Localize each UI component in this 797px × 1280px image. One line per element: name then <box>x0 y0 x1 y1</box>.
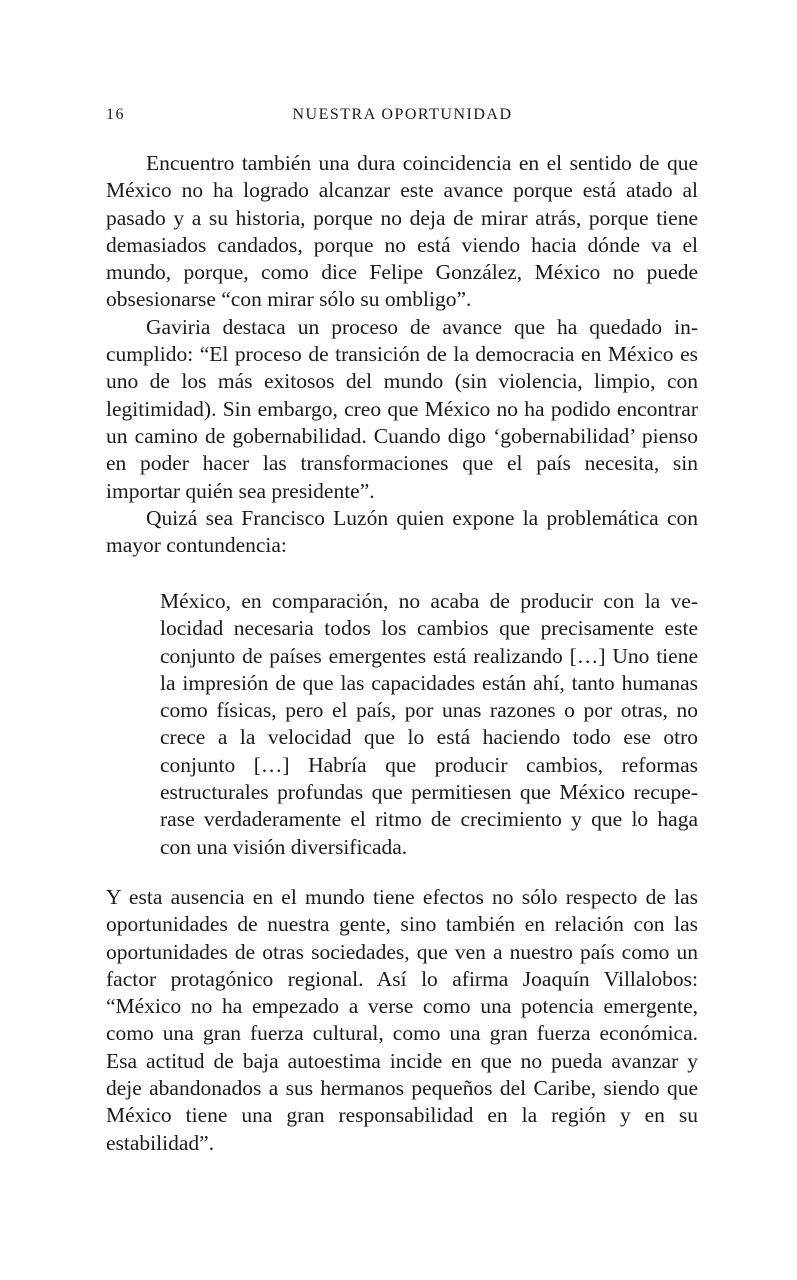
paragraph: Gaviria destaca un proceso de avance que ha quedado incumplido: “El proceso de transición de la democracia en México es uno de los más exitosos del mundo (sin violencia, limpio, con legitimidad). Sin embargo, creo que México no ha podido encontrar un camino de gobernabilidad. Cuando digo ‘gobernabilidad’ pienso en poder hacer las transformaciones que el país necesita, sin importar quién sea presidente”. <box>106 314 698 503</box>
running-title: NUESTRA OPORTUNIDAD <box>292 106 513 123</box>
running-head <box>106 106 699 130</box>
body-text-top <box>106 150 698 559</box>
quote-text: México, en comparación, no acaba de producir con la velocidad necesaria todos los cambios que precisamente este conjunto de países emergentes está realizando […] Uno tiene la impresión de que las capacidades están ahí, tanto humanas como físicas, pero el país, por unas razones o por otras, no crece a la velocidad que lo está haciendo todo ese otro conjunto […] Habría que producir cambios, reformas estructurales profundas que permitiesen que México recuperase verdaderamente el ritmo de crecimiento y que lo haga con una visión diversificada. <box>160 589 698 859</box>
body-text-bottom <box>106 884 698 1157</box>
paragraph: Encuentro también una dura coincidencia en el sentido de que México no ha logrado alcanzar este avance porque está atado al pasado y a su historia, porque no deja de mirar atrás, porque tiene demasiados candados, porque no está viendo hacia dónde va el mundo, porque, como dice Felipe González, México no puede obsesionarse “con mirar sólo su ombligo”. <box>106 151 698 312</box>
block-quote <box>160 588 698 861</box>
page-number: 16 <box>106 106 125 123</box>
paragraph: Y esta ausencia en el mundo tiene efectos no sólo respecto de las oportunidades de nuestra gente, sino también en relación con las oportunidades de otras sociedades, que ven a nuestro país como un factor protagónico regional. Así lo afirma Joaquín Villalobos: “México no ha empezado a verse como una potencia emergente, como una gran fuerza cultural, como una gran fuerza económica. Esa actitud de baja autoestima incide en que no pueda avanzar y deje abandonados a sus hermanos pequeños del Caribe, siendo que México tiene una gran responsabilidad en la región y en su estabilidad”. <box>106 885 698 1155</box>
paragraph: Quizá sea Francisco Luzón quien expone la problemática con mayor contundencia: <box>106 505 698 558</box>
